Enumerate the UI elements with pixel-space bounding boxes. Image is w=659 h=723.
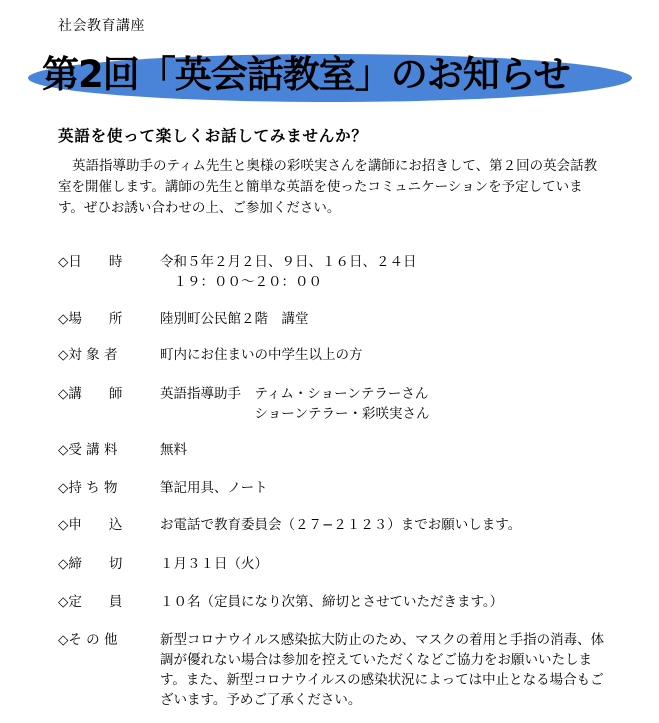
detail-label: ◇定 員: [58, 594, 123, 610]
detail-line: 令和５年２月２日、９日、１６日、２４日: [160, 254, 417, 270]
detail-paragraph: 新型コロナウイルス感染拡大防止のため、マスクの着用と手指の消毒、体調が優れない場合は参加を控えていただくなどご協力をお願いいたします。また、新型コロナウイルスの感染状況によっては中止となる場合もございます。予めご了承ください。: [160, 632, 605, 708]
detail-label: ◇講 師: [58, 386, 123, 402]
detail-line: 町内にお住まいの中学生以上の方: [160, 347, 363, 363]
detail-value: [160, 515, 610, 535]
detail-label: ◇申 込: [58, 517, 123, 533]
detail-label: ◇対 象 者: [58, 347, 118, 363]
detail-value: [160, 592, 610, 612]
detail-line: 筆記用具、ノート: [160, 480, 268, 496]
detail-value: [160, 309, 610, 329]
detail-value: [160, 630, 610, 710]
detail-value: [160, 478, 610, 498]
detail-label: ◇受 講 料: [58, 442, 118, 458]
detail-label: ◇持 ち 物: [58, 480, 118, 496]
detail-value: [160, 554, 610, 574]
detail-line: ショーンテラー・彩咲実さん: [160, 406, 430, 422]
detail-line: 無料: [160, 442, 187, 458]
detail-label: ◇締 切: [58, 556, 123, 572]
detail-value: [160, 384, 610, 424]
page-title: 第2回「英会話教室」のお知らせ: [42, 53, 570, 96]
detail-line: １９：００〜２０：００: [160, 274, 322, 290]
category-label: 社会教育講座: [58, 18, 145, 34]
detail-value: [160, 252, 610, 292]
detail-value: [160, 440, 610, 460]
intro-paragraph: 英語指導助手のティム先生と奥様の彩咲実さんを講師にお招きして、第２回の英会話教室を開催します。講師の先生と簡単な英語を使ったコミュニケーションを予定しています。ぜひお誘い合わせの上、ご参加ください。: [58, 158, 598, 216]
detail-line: １月３１日（火）: [160, 556, 268, 572]
detail-label: ◇日 時: [58, 254, 123, 270]
title-banner: [18, 38, 636, 104]
subtitle: 英語を使って楽しくお話してみませんか？: [58, 127, 368, 145]
detail-line: 英語指導助手 ティム・ショーンテラーさん: [160, 386, 429, 402]
detail-line: お電話で教育委員会（２７−２１２３）までお願いします。: [160, 517, 522, 533]
detail-value: [160, 345, 610, 365]
detail-label: ◇そ の 他: [58, 632, 118, 648]
detail-line: １０名（定員になり次第、締切とさせていただきます。）: [160, 594, 504, 610]
detail-line: 陸別町公民館２階 講堂: [160, 311, 309, 327]
detail-label: ◇場 所: [58, 311, 123, 327]
